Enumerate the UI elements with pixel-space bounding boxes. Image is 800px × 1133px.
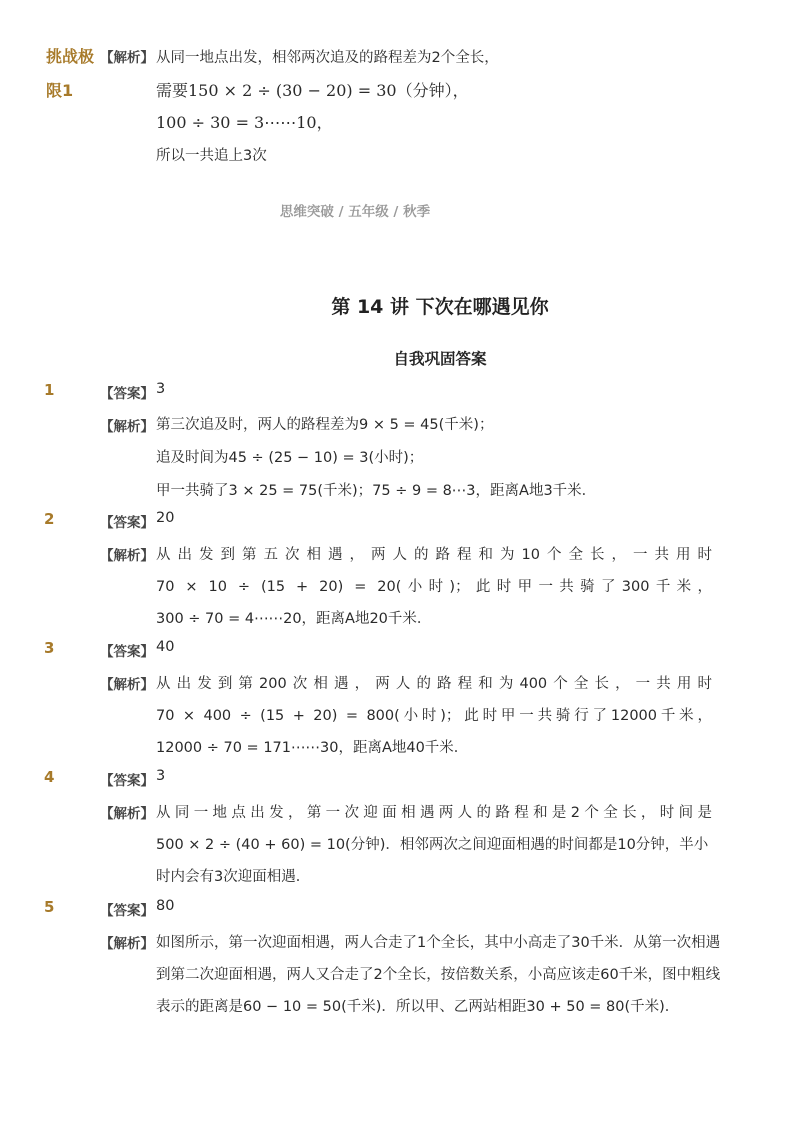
analysis-tag: 【解析】 (100, 419, 154, 435)
problem-number: 4 (44, 768, 55, 786)
analysis-line: 追及时间为45 ÷ (25 − 10) = 3(小时)； (156, 450, 424, 466)
answer-value: 3 (156, 768, 166, 784)
answer-value: 20 (156, 510, 175, 526)
answer-tag: 【答案】 (100, 644, 154, 660)
analysis-line: 甲一共骑了3 × 25 = 75(千米)；75 ÷ 9 = 8⋯3，距离A地3千米． (156, 483, 597, 499)
answer-value: 3 (156, 381, 166, 397)
problem-number: 3 (44, 639, 55, 657)
analysis-line: 表示的距离是60 − 10 = 50(千米)．所以甲、乙两站相距30 + 50 = 80(千米)． (156, 999, 680, 1015)
challenge-line-4: 所以一共追上3次 (156, 148, 267, 164)
answer-value: 80 (156, 898, 175, 914)
analysis-line: 从出发到第200次相遇，两人的路程和为400个全长，一共用时 (156, 676, 712, 692)
analysis-line: 从出发到第五次相遇，两人的路程和为10个全长，一共用时 (156, 547, 712, 563)
answer-tag: 【答案】 (100, 903, 154, 919)
section-title: 自我巩固答案 (393, 350, 487, 368)
analysis-tag: 【解析】 (100, 936, 154, 952)
analysis-tag: 【解析】 (100, 677, 154, 693)
challenge-line-1: 从同一地点出发，相邻两次追及的路程差为2个全长， (156, 50, 499, 66)
challenge-line-2: 需要150 × 2 ÷ (30 − 20) = 30（分钟）， (156, 81, 469, 100)
analysis-line: 70 × 10 ÷ (15 + 20) = 20(小时)；此时甲一共骑了300千米， (156, 579, 712, 595)
challenge-analysis-tag: 【解析】 (100, 50, 154, 66)
analysis-line: 500 × 2 ÷ (40 + 60) = 10(分钟)．相邻两次之间迎面相遇的时间都是10分钟，半小 (156, 837, 709, 853)
problem-number: 2 (44, 510, 55, 528)
problem-number: 5 (44, 898, 55, 916)
answer-tag: 【答案】 (100, 386, 154, 402)
answer-value: 40 (156, 639, 175, 655)
analysis-tag: 【解析】 (100, 548, 154, 564)
analysis-line: 从同一地点出发，第一次迎面相遇两人的路程和是2个全长，时间是 (156, 805, 712, 821)
problem-number: 1 (44, 381, 55, 399)
analysis-line: 第三次追及时，两人的路程差为9 × 5 = 45(千米)； (156, 417, 494, 433)
analysis-line: 时内会有3次迎面相遇． (156, 869, 311, 885)
page-footer: 思维突破 / 五年级 / 秋季 (279, 204, 431, 220)
answer-tag: 【答案】 (100, 515, 154, 531)
analysis-line: 到第二次迎面相遇，两人又合走了2个全长，按倍数关系，小高应该走60千米，图中粗线 (156, 967, 721, 983)
analysis-line: 如图所示，第一次迎面相遇，两人合走了1个全长，其中小高走了30千米．从第一次相遇 (156, 935, 721, 951)
analysis-line: 300 ÷ 70 = 4⋯⋯20，距离A地20千米． (156, 611, 432, 627)
challenge-line-3: 100 ÷ 30 = 3⋯⋯10， (156, 113, 333, 132)
analysis-line: 70 × 400 ÷ (15 + 20) = 800(小时)；此时甲一共骑行了12000千米， (156, 708, 712, 724)
analysis-tag: 【解析】 (100, 806, 154, 822)
analysis-line: 12000 ÷ 70 = 171⋯⋯30，距离A地40千米． (156, 740, 469, 756)
challenge-label-line2: 限1 (46, 81, 74, 100)
chapter-title: 第 14 讲 下次在哪遇见你 (331, 296, 549, 318)
answer-tag: 【答案】 (100, 773, 154, 789)
challenge-label-line1: 挑战极 (46, 47, 95, 66)
